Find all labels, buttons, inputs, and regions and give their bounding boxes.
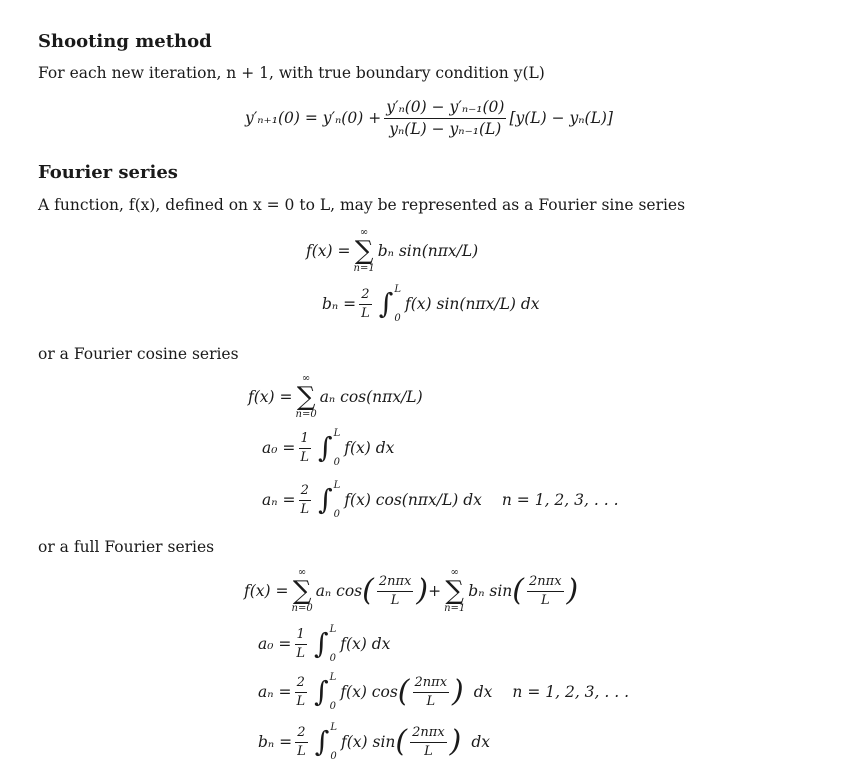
integral-upper-limit: L [329, 624, 337, 635]
full-bn-lhs: bₙ = [258, 733, 293, 751]
shooting-eq-denominator: yₙ(L) − yₙ₋₁(L) [389, 119, 502, 138]
fraction-numerator: 2 [295, 675, 307, 693]
shooting-method-intro: For each new iteration, n + 1, with true boundary condition y(L) [38, 64, 545, 82]
a0-lhs: a₀ = [262, 439, 296, 457]
sigma-symbol: ∑ [354, 236, 374, 266]
right-paren: ) [416, 573, 429, 608]
argument-fraction [377, 574, 414, 608]
right-paren: ) [566, 573, 579, 608]
integral-sign: ∫ [314, 675, 329, 708]
integral-symbol [318, 428, 340, 468]
full-a0-lhs: a₀ = [258, 635, 292, 653]
summation-symbol [444, 568, 465, 614]
shooting-method-heading: Shooting method [38, 31, 212, 52]
sigma-symbol: ∑ [445, 576, 464, 606]
integral-sign: ∫ [314, 725, 330, 758]
sigma-symbol: ∑ [296, 382, 316, 412]
integral-symbol [314, 672, 336, 712]
argument-numerator: 2nπx [410, 725, 447, 743]
an-integrand: f(x) cos(nπx/L) dx [344, 491, 482, 509]
fraction-numerator: 2 [295, 725, 307, 743]
sum-lower-limit: n=1 [444, 603, 466, 614]
bn-integrand: f(x) sin(nπx/L) dx [405, 295, 540, 313]
left-paren: ( [397, 674, 410, 709]
left-paren: ( [395, 724, 408, 759]
left-paren: ( [512, 573, 525, 608]
sine-series-equation [306, 228, 478, 274]
full-an-equation [258, 672, 629, 712]
full-n-range: n = 1, 2, 3, . . . [512, 683, 630, 701]
fraction-denominator: L [300, 501, 310, 517]
sum-upper-limit: ∞ [301, 373, 311, 384]
shooting-eq-numerator: y′ₙ(0) − y′ₙ₋₁(0) [384, 98, 506, 119]
two-over-L-fraction [295, 725, 308, 759]
integral-lower-limit: 0 [329, 653, 336, 664]
shooting-equation [245, 98, 613, 138]
shooting-eq-lhs: y′ₙ₊₁(0) = y′ₙ(0) + [245, 109, 382, 128]
argument-denominator: L [426, 693, 436, 709]
integral-upper-limit: L [333, 428, 341, 439]
argument-denominator: L [540, 592, 550, 608]
cosine-series-label: or a Fourier cosine series [38, 345, 239, 363]
fraction-numerator: 2 [299, 483, 311, 501]
an-cosine-equation [262, 480, 619, 520]
full-an-integrand: f(x) cos [340, 683, 398, 701]
full-bn-integrand: f(x) sin [341, 733, 396, 751]
integral-sign: ∫ [314, 627, 329, 660]
argument-fraction [410, 725, 447, 759]
left-paren: ( [362, 573, 374, 608]
fourier-series-heading: Fourier series [38, 162, 178, 183]
n-range: n = 1, 2, 3, . . . [501, 491, 619, 509]
integral-lower-limit: 0 [330, 751, 337, 762]
full-a0-equation [258, 624, 390, 664]
integral-sign: ∫ [318, 483, 333, 516]
shooting-eq-tail: [y(L) − yₙ(L)] [509, 109, 613, 128]
fraction-denominator: L [361, 305, 370, 321]
integral-upper-limit: L [333, 480, 341, 491]
full-series-lhs: f(x) = [244, 582, 289, 600]
full-bn-equation [258, 722, 490, 762]
cosine-series-term: aₙ cos(nπx/L) [319, 388, 423, 406]
integral-sign: ∫ [378, 287, 394, 320]
integral-symbol [318, 480, 340, 520]
two-over-L-fraction [294, 675, 307, 709]
sine-series-term: bₙ sin(nπx/L) [377, 242, 479, 260]
fraction-numerator: 2 [359, 287, 371, 305]
a0-cosine-equation [262, 428, 394, 468]
argument-numerator: 2nπx [413, 675, 450, 693]
full-series-sin-term: bₙ sin [468, 582, 513, 600]
summation-symbol [296, 374, 317, 420]
full-series-equation [244, 568, 578, 614]
argument-denominator: L [390, 592, 400, 608]
summation-symbol [354, 228, 375, 274]
argument-fraction [527, 574, 564, 608]
argument-numerator: 2nπx [527, 574, 564, 592]
sum-upper-limit: ∞ [359, 227, 369, 238]
right-paren: ) [449, 724, 462, 759]
fraction-denominator: L [296, 693, 306, 709]
shooting-eq-fraction [384, 98, 506, 138]
integral-symbol [315, 722, 337, 762]
integral-lower-limit: 0 [329, 701, 337, 712]
integral-upper-limit: L [330, 722, 337, 733]
sine-series-lhs: f(x) = [306, 242, 351, 260]
two-over-L-fraction [359, 287, 372, 321]
sum-lower-limit: n=1 [353, 263, 375, 274]
an-lhs: aₙ = [262, 491, 296, 509]
summation-symbol [292, 568, 313, 614]
full-an-dx: dx [473, 683, 493, 701]
sum-upper-limit: ∞ [297, 567, 307, 578]
argument-denominator: L [424, 743, 433, 759]
fraction-denominator: L [296, 645, 306, 661]
fraction-numerator: 1 [299, 431, 311, 449]
integral-symbol [379, 284, 401, 324]
integral-lower-limit: 0 [333, 457, 340, 468]
integral-lower-limit: 0 [333, 509, 341, 520]
full-an-lhs: aₙ = [258, 683, 292, 701]
sum-upper-limit: ∞ [450, 567, 459, 578]
fraction-denominator: L [297, 743, 306, 759]
bn-sine-equation [322, 284, 540, 324]
integral-symbol [314, 624, 336, 664]
a0-integrand: f(x) dx [344, 439, 395, 457]
fraction-denominator: L [300, 449, 310, 465]
full-bn-dx: dx [471, 733, 491, 751]
integral-lower-limit: 0 [394, 313, 401, 324]
right-paren: ) [452, 674, 464, 709]
full-series-plus: + [428, 582, 442, 600]
one-over-L-fraction [294, 627, 307, 661]
cosine-series-equation [248, 374, 423, 420]
sum-lower-limit: n=0 [291, 603, 313, 614]
full-series-label: or a full Fourier series [38, 538, 215, 556]
sigma-symbol: ∑ [292, 576, 312, 606]
integral-sign: ∫ [318, 431, 333, 464]
argument-numerator: 2nπx [377, 574, 414, 592]
integral-upper-limit: L [329, 672, 337, 683]
sum-lower-limit: n=0 [295, 409, 317, 420]
argument-fraction [413, 675, 450, 709]
one-over-L-fraction [298, 431, 311, 465]
full-a0-integrand: f(x) dx [340, 635, 391, 653]
cosine-series-lhs: f(x) = [248, 388, 293, 406]
two-over-L-fraction [298, 483, 311, 517]
full-series-cos-term: aₙ cos [315, 582, 363, 600]
integral-upper-limit: L [394, 284, 401, 295]
bn-lhs: bₙ = [322, 295, 357, 313]
fourier-series-intro: A function, f(x), defined on x = 0 to L, may be represented as a Fourier sine series [38, 196, 686, 214]
fraction-numerator: 1 [295, 627, 307, 645]
